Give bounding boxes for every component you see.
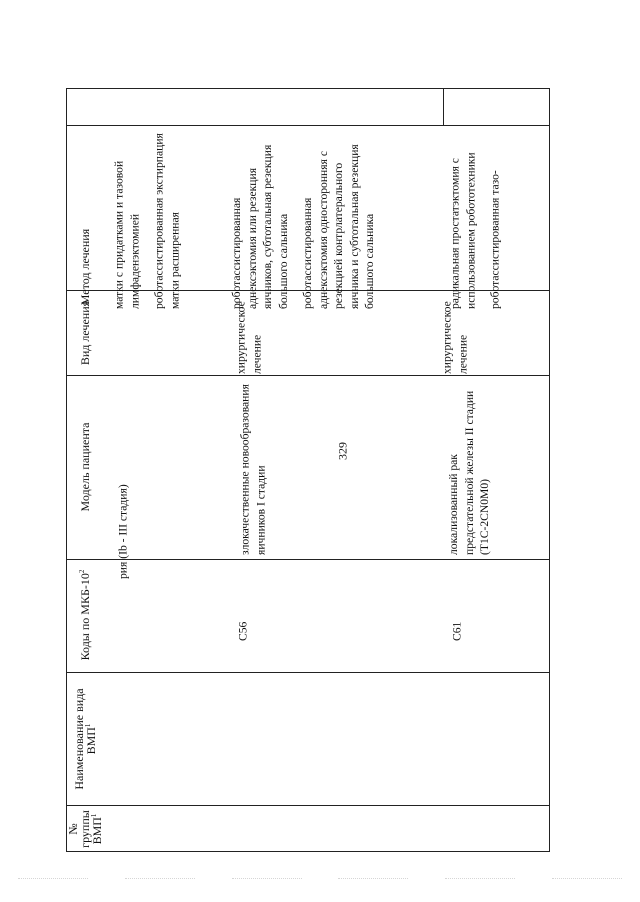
row-separator (67, 805, 549, 806)
row3-model: локализованный рак предстательной железы II стадии (T1C-2CN0M0) (446, 390, 491, 555)
row3-icd-code: C61 (450, 621, 464, 641)
treatment-table (66, 88, 550, 852)
row2-icd-code: C56 (236, 621, 250, 641)
row3-method: радикальная простатэктомия с использованием робототехники роботассистированная тазо- (448, 152, 502, 309)
row2-model: злокачественные новообразования яичников I стадии (238, 384, 267, 555)
row1-model: рия (Ib - III стадия) (116, 484, 130, 579)
row-separator (67, 672, 549, 673)
row2-method: роботассистированная аднексэктомия или резекция яичников, субтотальная резекция большого сальника роботассистированная аднексэктомия односторонняя с резекцией контрлатерального яичника и субтотальная резекция большого сальника (229, 144, 376, 309)
row2-treatment-type: хирургическое лечение (234, 301, 263, 374)
row-separator (67, 559, 549, 560)
page-number: 329 (335, 442, 350, 460)
header-group-number: № группы ВМП$^1$ (66, 810, 104, 848)
header-separator (67, 125, 549, 126)
row1-method: матки с придатками и тазовой лимфаденэктомией роботассистированная экстирпация матки расширенная (112, 133, 181, 309)
scan-artifact-line (0, 878, 640, 880)
header-divider (443, 89, 444, 125)
header-method: Метод лечения (78, 228, 92, 306)
row-separator (67, 375, 549, 376)
header-vmp-name: Наименование вида ВМП$^1$ (72, 688, 98, 790)
header-icd-codes: Коды по МКБ-$10^2$ (78, 569, 92, 661)
header-patient-model: Модель пациента (78, 422, 92, 512)
row3-treatment-type: хирургическое лечение (440, 301, 469, 374)
header-treatment-type: Вид лечения (78, 300, 92, 366)
